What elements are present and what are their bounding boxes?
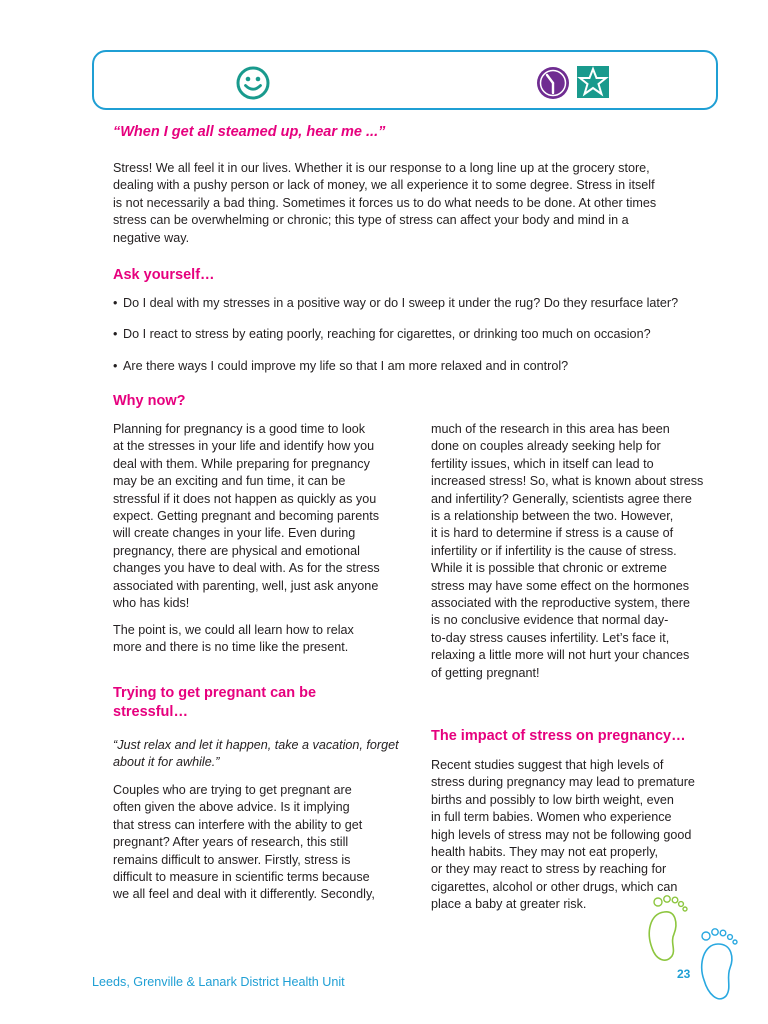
trying-heading: Trying to get pregnant can be stressful…	[113, 685, 317, 720]
footprints-icon	[640, 880, 750, 1005]
why-now-heading: Why now?	[113, 393, 186, 409]
bullet-item: • Do I deal with my stresses in a positive way or do I sweep it under the rug? Do they resurface later?	[113, 296, 679, 310]
quote-heading: “When I get all steamed up, hear me ...”	[113, 124, 386, 140]
impact-heading: The impact of stress on pregnancy…	[431, 728, 686, 744]
intro-paragraph: Stress! We all feel it in our lives. Whether it is our response to a long line up at the grocery store, dealing with a pushy person or lack of money, we all experience it to some degree. Stress in itself is not necessarily a bad thing. Sometimes it forces us to do what needs to be done. At other times stress can be overwhelming or chronic; this type of stress can affect your body and mind in a negative way.	[113, 161, 657, 245]
ask-yourself-heading: Ask yourself…	[113, 267, 215, 283]
header-banner	[92, 50, 718, 110]
star-icon	[576, 65, 610, 99]
footer-text: Leeds, Grenville & Lanark District Health Unit	[92, 975, 345, 989]
page-number: 23	[677, 967, 691, 981]
bullet-item: • Do I react to stress by eating poorly, reaching for cigarettes, or drinking too much on occasion?	[113, 327, 651, 341]
left-paragraph-1: Planning for pregnancy is a good time to look at the stresses in your life and identify how you deal with them. While preparing for pregnancy may be an exciting and fun time, it can be stressful if it does not happen as quickly as you expect. Getting pregnant and becoming parents will create changes in your life. Even during pregnancy, there are physical and emotional changes you have to deal with. As for the stress associated with parenting, well, just ask anyone who has kids!	[113, 422, 380, 611]
left-paragraph-3: Couples who are trying to get pregnant are often given the above advice. Is it implying that stress can interfere with the ability to get pregnant? After years of research, this still remains difficult to answer. Firstly, stress is difficult to measure in scientific terms because we all feel and deal with it differently. Secondly,	[113, 783, 375, 902]
right-paragraph-2: Recent studies suggest that high levels of stress during pregnancy may lead to premature births and possibly to low birth weight, even in full term babies. Women who experience high levels of stress may not be following good health habits. They may not eat properly, or they may react to stress by reaching for cigarettes, alcohol or other drugs, which can place a baby at greater risk.	[431, 758, 695, 912]
advice-quote: “Just relax and let it happen, take a vacation, forget about it for awhile.”	[113, 738, 399, 770]
left-paragraph-2: The point is, we could all learn how to relax more and there is no time like the present.	[113, 623, 354, 655]
clock-icon	[535, 65, 571, 101]
smiley-face-icon	[236, 66, 270, 100]
bullet-item: • Are there ways I could improve my life so that I am more relaxed and in control?	[113, 359, 569, 373]
right-paragraph-1: much of the research in this area has been done on couples already seeking help for fertility issues, which in itself can lead to increased stress! So, what is known about stress and infertility? Generally, scientists agree there is a relationship between the two. However, it is hard to determine if stress is a cause of infertility or if infertility is the cause of stress. While it is possible that chronic or extreme stress may have some effect on the hormones associated with the reproductive system, there is no conclusive evidence that normal day- to-day stress causes infertility. Let’s face it, relaxing a little more will not hurt your chances of getting pregnant!	[431, 422, 704, 680]
